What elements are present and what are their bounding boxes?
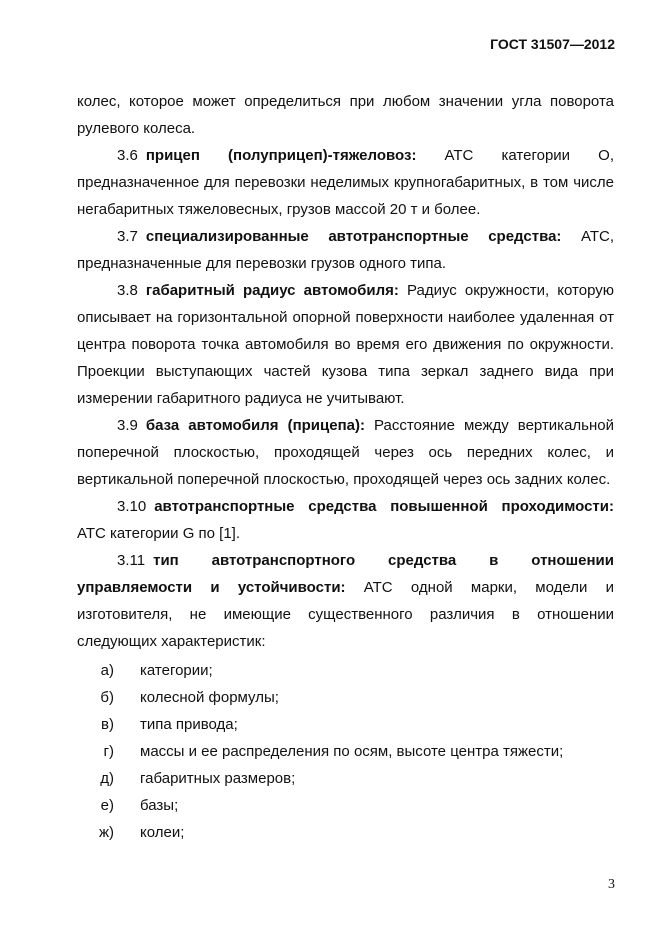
list-marker: в)	[101, 716, 114, 733]
clause-number: 3.11	[117, 552, 146, 569]
definition-text: АТС категории G по [1].	[77, 525, 241, 542]
clause-number: 3.10	[117, 498, 147, 515]
list-marker: б)	[100, 689, 114, 706]
list-item-text: колесной формулы;	[140, 689, 279, 706]
definition-3-10	[77, 493, 614, 547]
clause-number: 3.6	[117, 147, 138, 164]
list-item	[77, 711, 614, 738]
definition-text: АТС категории О, предназначенное для перевозки неделимых крупногабаритных, в том числе негабаритных тяжеловесных, грузов массой 20 т и более.	[77, 147, 614, 218]
characteristics-list	[77, 657, 614, 846]
document-code-header: ГОСТ 31507—2012	[490, 36, 615, 52]
document-body	[77, 88, 614, 846]
definition-text: АТС одной марки, модели и изготовителя, не имеющие существенного различия в отношении следующих характеристик:	[77, 579, 614, 650]
defined-term: габаритный радиус автомобиля:	[145, 282, 399, 299]
defined-term: тип автотранспортного средства в отношении управляемости и устойчивости:	[77, 552, 614, 596]
clause-number: 3.7	[117, 228, 138, 245]
paragraph-continuation	[77, 88, 614, 142]
list-item	[77, 792, 614, 819]
definition-3-8	[77, 277, 614, 412]
page-number: 3	[608, 877, 615, 892]
list-marker: ж)	[98, 824, 114, 841]
list-item-text: типа привода;	[140, 716, 238, 733]
definition-3-7	[77, 223, 614, 277]
clause-number: 3.9	[117, 417, 138, 434]
list-item	[77, 738, 614, 765]
defined-term: прицеп (полуприцеп)-тяжеловоз:	[145, 147, 417, 164]
defined-term: база автомобиля (прицепа):	[145, 417, 365, 434]
list-marker: е)	[100, 797, 114, 814]
list-item	[77, 657, 614, 684]
defined-term: специализированные автотранспортные средства:	[145, 228, 562, 245]
list-marker: д)	[100, 770, 114, 787]
defined-term: автотранспортные средства повышенной проходимости:	[154, 498, 614, 515]
paragraph-text: колес, которое может определиться при любом значении угла поворота рулевого колеса.	[77, 93, 614, 137]
list-item	[77, 684, 614, 711]
list-marker: г)	[103, 743, 114, 760]
definition-3-11	[77, 547, 614, 655]
definition-3-6	[77, 142, 614, 223]
list-item-text: колеи;	[140, 824, 185, 841]
definition-text: АТС, предназначенные для перевозки грузов одного типа.	[77, 228, 614, 272]
list-item-text: габаритных размеров;	[140, 770, 296, 787]
list-item-text: категории;	[140, 662, 213, 679]
list-marker: а)	[100, 662, 114, 679]
list-item-text: массы и ее распределения по осям, высоте центра тяжести;	[140, 743, 564, 760]
clause-number: 3.8	[117, 282, 138, 299]
definition-text: Радиус окружности, которую описывает на горизонтальной опорной поверхности наиболее удаленная от центра поворота точка автомобиля во время его движения по окружности. Проекции выступающих частей кузова типа зеркал заднего вида при измерении габаритного радиуса не учитывают.	[77, 282, 614, 407]
list-item-text: базы;	[140, 797, 179, 814]
list-item	[77, 819, 614, 846]
definition-text: Расстояние между вертикальной поперечной плоскостью, проходящей через ось передних колес, и вертикальной поперечной плоскостью, проходящей через ось задних колес.	[77, 417, 614, 488]
definition-3-9	[77, 412, 614, 493]
list-item	[77, 765, 614, 792]
